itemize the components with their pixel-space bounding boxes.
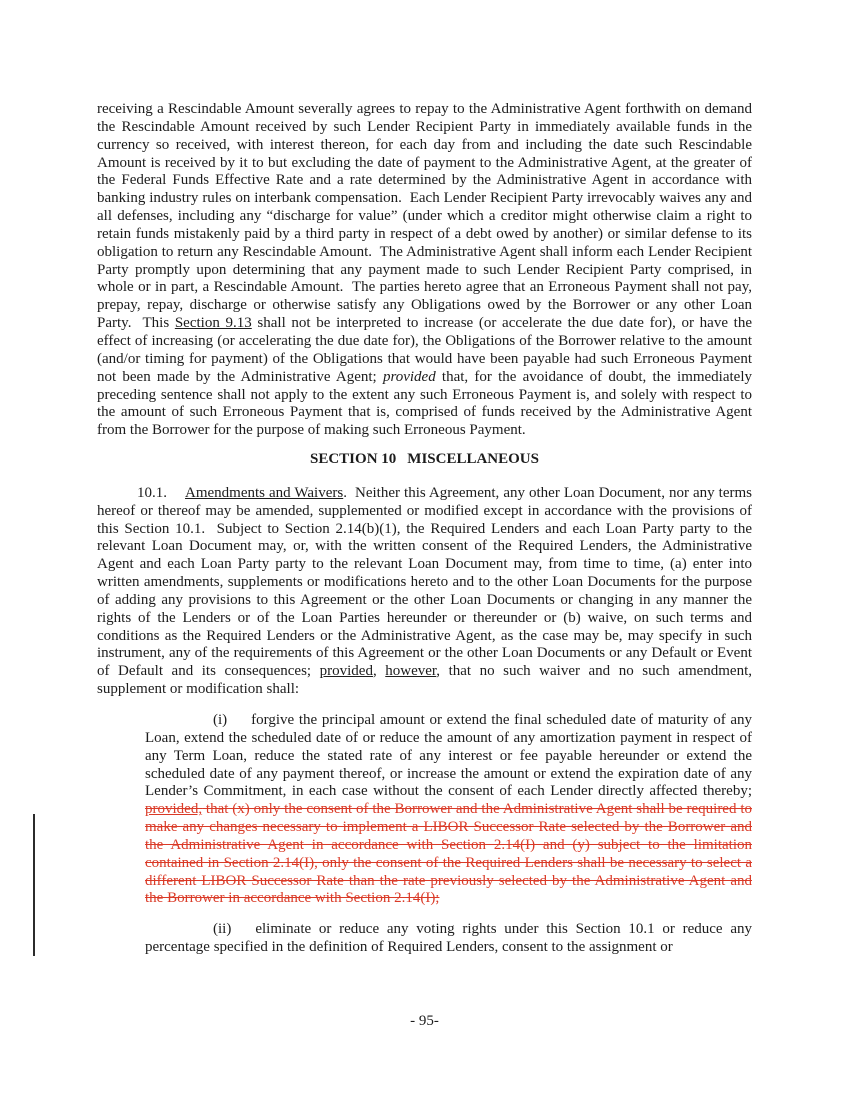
section-9-13-reference: Section 9.13 [174,315,252,332]
paragraph-text: receiving a Rescindable Amount severally agrees to repay to the Administrative Agent forthwith on demand the Rescindable Amount received by such Lender Recipient Party in immediately available funds in the currency so received, with interest thereon, for each day from and including the date such Rescindable Amount is received by it to but excluding the date of payment to the Administrative Agent, at the greater of the Federal Funds Effective Rate and a rate determined by the Administrative Agent in accordance with banking industry rules on interbank compensation. Each Lender Recipient Party irrevocably waives any and all defenses, including any “discharge for value” (under which a creditor might otherwise claim a right to retain funds mistakenly paid by a third party in respect of a debt owed by another) or similar defense to its obligation to return any Rescindable Amount. The Administrative Agent shall inform each Lender Recipient Party promptly upon determining that any payment made to such Lender Recipient Party comprised, in whole or in part, a Rescindable Amount. The parties hereto agree that an Erroneous Payment shall not pay, prepay, repay, discharge or otherwise satisfy any Obligations owed by the Borrower or any other Loan Party. This [97,101,752,332]
deleted-text-red: that (x) only the consent of the Borrower and the Administrative Agent shall be required to make any changes necessary to implement a LIBOR Successor Rate selected by the Borrower and the Administrative Agent in accordance with Section 2.14(I) and (y) subject to the limitation contained in Section 2.14(I), only the consent of the Required Lenders shall be necessary to select a different LIBOR Successor Rate than the rate previously selected by the Administrative Agent and the Borrower in accordance with Section 2.14(I); [145,801,752,907]
paragraph-number: 10.1. [137,484,167,501]
paragraph-10-1 [97,485,752,699]
clause-label: (i) [213,712,228,728]
section-10-heading [97,451,752,469]
proviso-italic: provided [382,368,436,385]
revision-change-bar [33,814,35,956]
paragraph-text: forgive the principal amount or extend the final scheduled date of maturity of any Loan, extend the scheduled date of or reduce the amount of any amortization payment in respect of any Term Loan, reduce the stated rate of any interest or fee payable hereunder or extend the scheduled date of any payment thereof, or increase the amount or extend the expiration date of any Lender’s Commitment, in each case without the consent of each Lender directly affected thereby; [145,712,752,800]
paragraph-text: . Neither this Agreement, any other Loan Document, nor any terms hereof or thereof may be amended, supplemented or modified except in accordance with the provisions of this Section 10.1. Subject to Section 2.14(b)(1), the Required Lenders and each Loan Party party to the relevant Loan Document may, or, with the written consent of the Required Lenders, the Administrative Agent and each Loan Party party to the relevant Loan Document may, from time to time, (a) enter into written amendments, supplements or modifications hereto and to the other Loan Documents for the purpose of adding any provisions to this Agreement or the other Loan Documents or changing in any manner the rights of the Lenders or of the Loan Parties hereunder or thereunder or (b) waive, on such terms and conditions as the Required Lenders or the Administrative Agent, as the case may be, may specify in such instrument, any of the requirements of this Agreement or the other Loan Documents or any Default or Event of Default and its consequences; [97,484,753,680]
subparagraph-i [145,712,752,908]
subparagraph-ii [145,921,752,957]
paragraph-text: shall not be interpreted to increase (or accelerate the due date for), or have the effect of increasing (or accelerating the due date for), the Obligations of the Borrower relative to the amount (and/or timing for payment) of the Obligations that would have been payable had such Erroneous Payment not been made by the Administrative Agent; [97,315,752,385]
proviso-underlined: provided [319,663,373,680]
document-body [97,101,752,957]
paragraph-text: that, for the avoidance of doubt, the immediately preceding sentence shall not apply to the extent any such Erroneous Payment is, and solely with respect to the amount of such Erroneous Payment that is, comprised of funds received by the Administrative Agent from the Borrower for the purpose of making such Erroneous Payment. [97,368,752,439]
section-number: SECTION 10 [310,451,397,468]
paragraph-text: , [372,663,386,680]
clause-label: (ii) [213,921,232,938]
however-underlined: however [385,663,437,680]
paragraph-text: , that no such waiver and no such amendment, supplement or modification shall: [97,663,753,698]
deleted-proviso-red: provided, [145,801,203,818]
page-number: - 95- [410,1013,439,1029]
amendments-waivers-title: Amendments and Waivers [185,484,344,501]
paragraph-text: eliminate or reduce any voting rights under this Section 10.1 or reduce any percentage specified in the definition of Required Lenders, consent to the assignment or [145,921,752,956]
section-title: MISCELLANEOUS [407,451,539,468]
paragraph-rescindable-amount [97,101,752,440]
